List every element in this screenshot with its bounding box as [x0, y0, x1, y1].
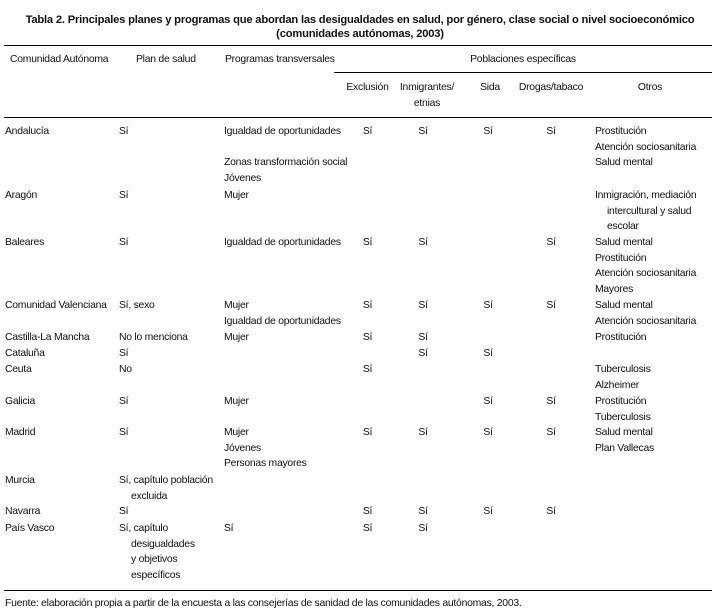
- cell-programas: [224, 235, 341, 251]
- cell-plan-line: No: [119, 364, 132, 375]
- cell-plan: [119, 425, 128, 441]
- cell-exclusion: Sí: [362, 300, 373, 311]
- cell-programas-line: Jóvenes: [224, 442, 261, 454]
- cell-programas: [224, 425, 307, 472]
- header-bottom-rule: [4, 117, 712, 118]
- cell-otros: [595, 394, 651, 425]
- cell-plan: [119, 124, 128, 140]
- cell-otros-line: Atención sociosanitaria: [595, 315, 697, 327]
- cell-drogas: Sí: [546, 506, 556, 517]
- cell-comunidad: Murcia: [5, 475, 35, 486]
- cell-otros: [595, 362, 651, 393]
- cell-plan-line: y objetivos: [131, 554, 178, 566]
- bottom-rule: [4, 590, 712, 591]
- cell-drogas: Sí: [546, 300, 556, 311]
- cell-programas: [224, 330, 249, 346]
- table-footnote: Fuente: elaboración propia a partir de la encuesta a las consejerías de sanidad de las comunidades autónomas, 2003.: [5, 598, 522, 609]
- cell-plan-line: específicos: [131, 570, 181, 582]
- cell-inmigrantes: Sí: [418, 506, 428, 517]
- cell-comunidad: País Vasco: [5, 523, 55, 534]
- cell-exclusion: Sí: [362, 332, 373, 343]
- cell-sida: Sí: [483, 506, 493, 517]
- cell-exclusion: Sí: [362, 523, 373, 534]
- cell-programas: [224, 521, 233, 537]
- header-inmigrantes-line-2: etnias: [413, 97, 441, 109]
- cell-comunidad: Navarra: [5, 506, 41, 517]
- cell-programas-line: Sí: [224, 523, 234, 534]
- cell-otros: [595, 124, 696, 171]
- cell-exclusion: Sí: [362, 506, 373, 517]
- cell-otros: [595, 298, 696, 329]
- cell-drogas: Sí: [546, 396, 556, 407]
- subheader-rule: [334, 72, 712, 73]
- cell-plan-line: Sí: [119, 427, 129, 438]
- cell-programas: [224, 188, 249, 204]
- cell-plan: [119, 188, 128, 204]
- header-drogas: Drogas/tabaco: [518, 82, 584, 93]
- cell-comunidad: Galicia: [5, 396, 36, 407]
- cell-programas: [224, 394, 249, 410]
- header-comunidad: Comunidad Autónoma: [10, 54, 109, 65]
- cell-comunidad: Aragón: [5, 190, 38, 201]
- top-rule: [4, 45, 712, 46]
- cell-otros-line: Salud mental: [595, 157, 653, 169]
- cell-programas-line: Mujer: [224, 396, 249, 407]
- cell-otros: [595, 235, 696, 298]
- cell-plan: [119, 521, 195, 584]
- cell-programas-line: Mujer: [224, 300, 249, 311]
- cell-otros-line: Prostitución: [595, 126, 647, 137]
- cell-plan-line: Sí: [119, 126, 129, 137]
- cell-plan: [119, 504, 128, 520]
- cell-inmigrantes: Sí: [418, 300, 428, 311]
- cell-inmigrantes: Sí: [418, 427, 428, 438]
- cell-plan-line: desigualdades: [131, 538, 195, 550]
- cell-exclusion: Sí: [362, 237, 373, 248]
- header-sida: Sida: [480, 82, 500, 93]
- cell-programas-line: Mujer: [224, 332, 249, 343]
- cell-programas-line: Zonas transformación social: [224, 157, 348, 169]
- cell-inmigrantes: Sí: [418, 523, 428, 534]
- cell-plan-line: No lo menciona: [119, 332, 188, 343]
- cell-plan: [119, 473, 213, 504]
- cell-programas: [224, 298, 341, 329]
- cell-drogas: Sí: [546, 126, 556, 137]
- cell-otros-line: Alzheimer: [595, 379, 639, 391]
- cell-otros-line: intercultural y salud: [607, 205, 692, 217]
- cell-programas-line: Mujer: [224, 427, 249, 438]
- cell-plan-line: Sí, capítulo población: [119, 475, 213, 486]
- cell-drogas: Sí: [546, 237, 556, 248]
- cell-otros-line: Salud mental: [595, 300, 653, 311]
- cell-plan: [119, 330, 188, 346]
- cell-sida: Sí: [483, 126, 493, 137]
- cell-comunidad: Castilla-La Mancha: [5, 332, 90, 343]
- cell-otros-line: Inmigración, mediación: [595, 190, 697, 201]
- cell-otros-line: Tuberculosis: [595, 364, 651, 375]
- cell-programas-line: Igualdad de oportunidades: [224, 126, 341, 137]
- cell-otros-line: Prostitución: [595, 252, 647, 264]
- cell-exclusion: Sí: [362, 126, 373, 137]
- header-plan: Plan de salud: [136, 54, 196, 65]
- header-poblaciones: Poblaciones específicas: [470, 54, 576, 65]
- cell-programas: [224, 124, 347, 187]
- cell-otros-line: Atención sociosanitaria: [595, 141, 697, 153]
- cell-otros: [595, 188, 696, 235]
- cell-inmigrantes: Sí: [418, 126, 428, 137]
- cell-otros-line: Tuberculosis: [595, 411, 651, 423]
- cell-plan-line: excluida: [131, 490, 168, 502]
- cell-plan: [119, 298, 155, 314]
- header-programas: Programas transversales: [225, 54, 335, 65]
- cell-plan-line: Sí: [119, 506, 129, 517]
- cell-plan: [119, 362, 132, 378]
- header-inmigrantes: [394, 80, 460, 111]
- cell-programas-line: Jóvenes: [224, 173, 261, 185]
- cell-comunidad: Cataluña: [5, 348, 45, 359]
- cell-otros-line: Prostitución: [595, 396, 647, 407]
- cell-otros-line: Prostitución: [595, 332, 647, 343]
- table-title: [4, 13, 716, 41]
- cell-inmigrantes: Sí: [418, 332, 428, 343]
- cell-exclusion: Sí: [362, 427, 373, 438]
- header-inmigrantes-line-1: Inmigrantes/: [399, 82, 455, 93]
- cell-plan-line: Sí, capítulo: [119, 523, 168, 534]
- cell-otros-line: Salud mental: [595, 237, 653, 248]
- cell-sida: Sí: [483, 348, 493, 359]
- cell-sida: Sí: [483, 427, 493, 438]
- cell-plan: [119, 346, 128, 362]
- cell-programas-line: Personas mayores: [224, 458, 307, 470]
- cell-plan-line: Sí: [119, 237, 129, 248]
- table-title-line-2: (comunidades autónomas, 2003): [276, 28, 444, 40]
- cell-comunidad: Andalucía: [5, 126, 49, 137]
- cell-otros: [595, 330, 646, 346]
- cell-inmigrantes: Sí: [418, 237, 428, 248]
- cell-plan-line: Sí, sexo: [119, 300, 155, 311]
- cell-otros-line: Plan Vallecas: [595, 442, 654, 454]
- cell-comunidad: Comunidad Valenciana: [5, 300, 107, 311]
- cell-otros: [595, 425, 654, 456]
- header-exclusion: Exclusión: [346, 82, 389, 93]
- cell-drogas: Sí: [546, 427, 556, 438]
- cell-plan-line: Sí: [119, 348, 129, 359]
- cell-otros-line: Salud mental: [595, 427, 653, 438]
- cell-plan-line: Sí: [119, 190, 129, 201]
- cell-plan-line: Sí: [119, 396, 129, 407]
- cell-plan: [119, 394, 128, 410]
- cell-comunidad: Ceuta: [5, 364, 32, 375]
- cell-comunidad: Baleares: [5, 237, 45, 248]
- cell-plan: [119, 235, 128, 251]
- cell-sida: Sí: [483, 396, 493, 407]
- table-title-line-1: Tabla 2. Principales planes y programas que abordan las desigualdades en salud, por género, clase social o nivel socioeconómico: [25, 14, 695, 26]
- cell-inmigrantes: Sí: [418, 348, 428, 359]
- cell-programas-line: Igualdad de oportunidades: [224, 315, 341, 327]
- cell-exclusion: Sí: [362, 364, 373, 375]
- cell-programas-line: Mujer: [224, 190, 249, 201]
- cell-sida: Sí: [483, 300, 493, 311]
- header-otros: Otros: [637, 82, 663, 93]
- cell-otros-line: Atención sociosanitaria: [595, 268, 697, 280]
- cell-programas-line: Igualdad de oportunidades: [224, 237, 341, 248]
- cell-otros-line: escolar: [607, 221, 639, 233]
- cell-programas-line: [224, 140, 347, 156]
- cell-comunidad: Madrid: [5, 427, 36, 438]
- cell-otros-line: Mayores: [595, 284, 634, 296]
